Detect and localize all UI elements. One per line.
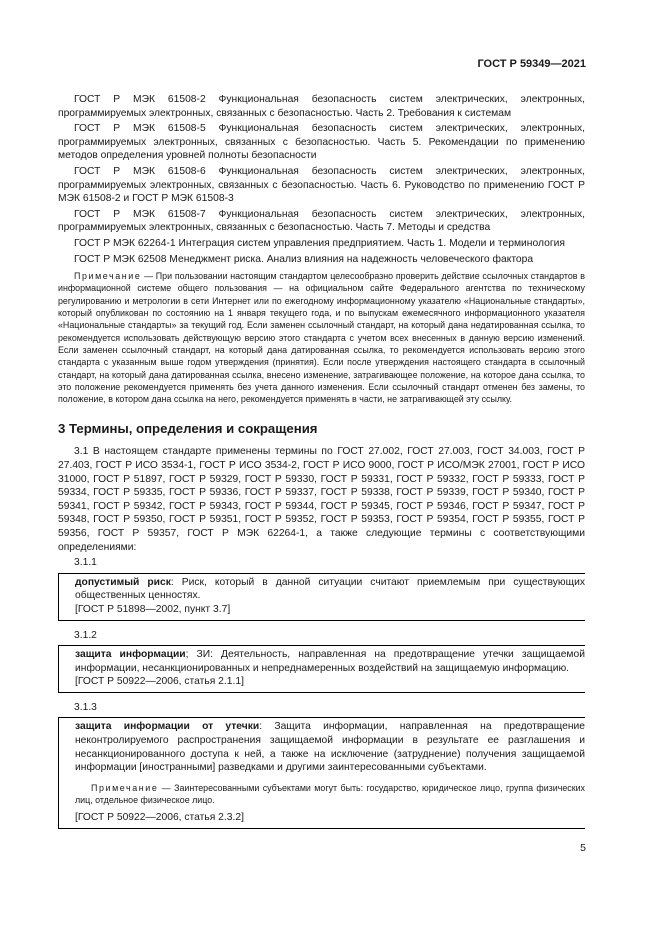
ref-item: ГОСТ Р МЭК 62508 Менеджмент риска. Анализ влияния на надежность человеческого фактора — [74, 253, 534, 265]
ref-item: ГОСТ Р МЭК 61508-5 Функциональная безопасность систем электрических, электронных, программируемых электронных, связанных с безопасностью. Часть 5. Рекомендации по применению методов определения уровней полноты безопасности — [58, 123, 585, 162]
page-content — [58, 93, 585, 837]
section-heading: 3 Термины, определения и сокращения — [58, 421, 318, 437]
term-box — [58, 717, 585, 829]
note-text: — При пользовании настоящим стандартом целесообразно проверить действие ссылочных стандартов в информационной системе общего пользования — на официальном сайте Федерального агентства по техническому регулированию и метрологии в сети Интернет или по ежегодному информационному указателю «Национальные стандарты», который опубликован по состоянию на 1 января текущего года, и по выпускам ежемесячного информационного указателя «Национальные стандарты» за текущий год. Если заменен ссылочный стандарт, на который дана недатированная ссылка, то рекомендуется использовать действующую версию этого стандарта с учетом всех внесенных в данную версию изменений. Если заменен ссылочный стандарт, на который дана датированная ссылка, то рекомендуется использовать версию этого стандарта с указанным выше годом утверждения (принятия). Если после утверждения настоящего стандарта в ссылочный стандарт, на который дана датированная ссылка, внесено изменение, затрагивающее положение, на которое дана ссылка, то это положение рекомендуется применять без учета данного изменения. Если ссылочный стандарт отменен без замены, то положение, в котором дана ссылка на него, рекомендуется применять в части, не затрагивающей эту ссылку. — [58, 271, 585, 405]
term-def-text: ; ЗИ: Деятельность, направленная на предотвращение утечки защищаемой информации, несанкционированных и непреднамеренных воздействий на защищаемую информацию. — [75, 649, 585, 674]
ref-item: ГОСТ Р МЭК 61508-6 Функциональная безопасность систем электрических, электронных, программируемых электронных, связанных с безопасностью. Часть 6. Руководство по применению ГОСТ Р МЭК 61508-2 и ГОСТ Р МЭК 61508-3 — [58, 165, 585, 205]
note-label: Примечание — [74, 271, 142, 282]
note-label: Примечание — [91, 782, 159, 793]
term-source: [ГОСТ Р 51898—2002, пункт 3.7] — [75, 603, 231, 615]
term-name: защита информации от утечки — [75, 721, 260, 733]
term-def-text: : Риск, который в данной ситуации считают приемлемым при существующих общественных ценностях. — [75, 576, 585, 602]
term-source: [ГОСТ Р 50922—2006, статья 2.1.1] — [75, 676, 244, 688]
term-number: 3.1.1 — [74, 557, 97, 569]
note-text: — Заинтересованными субъектами могут быть: государство, юридическое лицо, группа физических лиц, отдельное физическое лицо. — [75, 782, 585, 806]
term-name: защита информации — [75, 649, 186, 661]
term-box — [58, 645, 585, 693]
document-id: ГОСТ Р 59349—2021 — [477, 58, 586, 70]
term-definition — [75, 720, 585, 774]
references-note — [58, 270, 585, 405]
term-source: [ГОСТ Р 50922—2006, статья 2.3.2] — [75, 812, 244, 824]
term-note — [75, 782, 585, 807]
term-definition — [75, 648, 585, 675]
term-box — [58, 573, 585, 621]
ref-item: ГОСТ Р МЭК 62264-1 Интеграция систем управления предприятием. Часть 1. Модели и терминология — [74, 237, 565, 249]
ref-item: ГОСТ Р МЭК 61508-2 Функциональная безопасность систем электрических, электронных, программируемых электронных, связанных с безопасностью. Часть 2. Требования к системам — [58, 94, 585, 119]
term-number: 3.1.3 — [74, 701, 97, 713]
term-def-text: : Защита информации, направленная на предотвращение неконтролируемого распространения защищаемой информации в результате ее разглашения и несанкционированного доступа к ней, а также на исключение (затруднение) получения защищаемой информации [иностранными] разведками и другими заинтересованными субъектами. — [75, 721, 585, 774]
ref-item: ГОСТ Р МЭК 61508-7 Функциональная безопасность систем электрических, электронных, программируемых электронных, связанных с безопасностью. Часть 7. Методы и средства — [58, 208, 585, 234]
term-name: допустимый риск — [75, 576, 171, 588]
page-number: 5 — [580, 842, 586, 854]
term-definition — [75, 576, 585, 603]
clause-3-1: 3.1 В настоящем стандарте применены термины по ГОСТ 27.002, ГОСТ 27.003, ГОСТ 34.003, ГОСТ Р 27.403, ГОСТ Р ИСО 3534-1, ГОСТ Р ИСО 3534-2, ГОСТ Р ИСО 9000, ГОСТ Р ИСО/МЭК 27001, ГОСТ Р ИСО 31000, ГОСТ Р 51897, ГОСТ Р 59329, ГОСТ Р 59330, ГОСТ Р 59331, ГОСТ Р 59332, ГОСТ Р 59333, ГОСТ Р 59334, ГОСТ Р 59335, ГОСТ Р 59336, ГОСТ Р 59337, ГОСТ Р 59338, ГОСТ Р 59339, ГОСТ Р 59340, ГОСТ Р 59341, ГОСТ Р 59342, ГОСТ Р 59343, ГОСТ Р 59344, ГОСТ Р 59345, ГОСТ Р 59346, ГОСТ Р 59347, ГОСТ Р 59348, ГОСТ Р 59350, ГОСТ Р 59351, ГОСТ Р 59352, ГОСТ Р 59353, ГОСТ Р 59354, ГОСТ Р 59355, ГОСТ Р 59356, ГОСТ Р 59357, ГОСТ Р МЭК 62264-1, а также следующие термины с соответствующими определениями: — [58, 446, 585, 553]
term-number: 3.1.2 — [74, 629, 97, 641]
